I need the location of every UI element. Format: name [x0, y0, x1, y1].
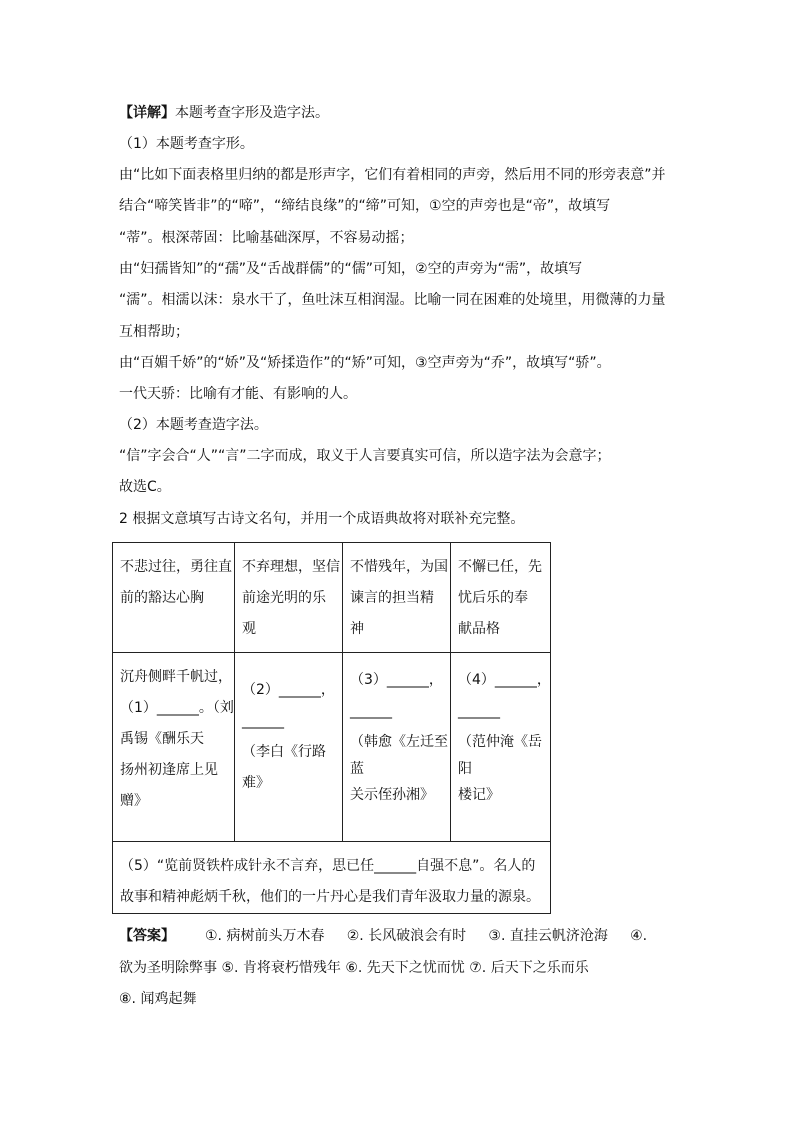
explanation-line: 结合“啼笑皆非”的“啼”，“缔结良缘”的“缔”可知，①空的声旁也是“帝”，故填写 — [119, 198, 611, 214]
table-cell — [235, 543, 343, 653]
table-row — [113, 543, 551, 653]
cell-line: ______ — [242, 713, 284, 729]
cell-line: 沉舟侧畔千帆过， — [120, 669, 232, 685]
cell-line: （5）“览前贤铁杵成针永不言弃，思已任______自强不息”。名人的 — [120, 858, 536, 874]
explanation-line: 由“妇孺皆知”的“孺”及“舌战群儒”的“儒”可知，②空的声旁为“需”，故填写 — [119, 261, 583, 277]
cell-line: 不懈已任，先 — [458, 559, 542, 575]
answer-line: ⑧. 闻鸡起舞 — [119, 991, 197, 1007]
cell-line: 献品格 — [458, 621, 500, 637]
table-cell — [113, 653, 235, 842]
answer-line: 欲为圣明除弊事 ⑤. 肯将衰朽惜残年 ⑥. 先天下之忧而忧 ⑦. 后天下之乐而乐 — [119, 960, 589, 976]
explanation-line: （1）本题考查字形。 — [119, 136, 254, 152]
explanation-line: 由“比如下面表格里归纳的都是形声字，它们有着相同的声旁，然后用不同的形旁表意”并 — [119, 167, 666, 183]
cell-line: 阳 — [458, 761, 472, 777]
table-cell — [235, 653, 343, 842]
couplet-table — [112, 542, 551, 914]
cell-line: 观 — [242, 621, 256, 637]
explanation-line: 故选C。 — [119, 479, 171, 495]
cell-line: 前的豁达心胸 — [120, 590, 204, 606]
answer-text: ①. 病树前头万木春 ②. 长风破浪会有时 ③. 直挂云帆济沧海 ④. — [205, 928, 648, 944]
explanation-line: “信”字会合“人”“言”二字而成，取义于人言要真实可信，所以造字法为会意字； — [119, 448, 611, 464]
explanation-line: “濡”。相濡以沫：泉水干了，鱼吐沫互相润湿。比喻一同在困难的处境里，用微薄的力量 — [119, 292, 666, 308]
cell-line: （4）______， — [458, 672, 551, 688]
explanation-tag: 【详解】 — [119, 105, 175, 121]
table-row — [113, 842, 551, 914]
cell-line: 不弃理想，坚信 — [242, 559, 340, 575]
explanation-line: “蒂”。根深蒂固：比喻基础深厚，不容易动摇； — [119, 230, 414, 246]
explanation-line: （2）本题考查造字法。 — [119, 417, 268, 433]
cell-line: （1）______。（刘 — [120, 700, 234, 716]
table-cell — [451, 543, 551, 653]
cell-line: ______ — [458, 703, 500, 719]
cell-line: 忧后乐的奉 — [458, 590, 528, 606]
table-cell — [343, 653, 451, 842]
cell-line: 楼记》 — [458, 787, 500, 803]
explanation-line: 互相帮助； — [119, 324, 189, 340]
cell-line: 关示侄孙湘》 — [350, 787, 434, 803]
table-cell — [451, 653, 551, 842]
explanation-heading-text: 本题考查字形及造字法。 — [175, 105, 329, 121]
cell-line: 不惜残年，为国 — [350, 559, 448, 575]
cell-line: 难》 — [242, 775, 270, 791]
cell-line: 谏言的担当精 — [350, 590, 434, 606]
cell-line: 故事和精神彪炳千秋，他们的一片丹心是我们青年汲取力量的源泉。 — [120, 889, 540, 905]
cell-line: ______ — [350, 703, 392, 719]
cell-line: 不悲过往，勇往直 — [120, 559, 232, 575]
cell-line: （李白《行路 — [242, 744, 326, 760]
cell-line: 神 — [350, 621, 364, 637]
answer-line — [119, 926, 647, 946]
explanation-line: 由“百媚千娇”的“娇”及“矫揉造作”的“矫”可知，③空声旁为“乔”，故填写“骄”。 — [119, 355, 611, 371]
answer-tag: 【答案】 — [119, 928, 175, 944]
cell-line: （韩愈《左迁至 — [350, 734, 448, 750]
table-row — [113, 653, 551, 842]
explanation-line: 一代天骄：比喻有才能、有影响的人。 — [119, 386, 357, 402]
cell-line: 前途光明的乐 — [242, 590, 326, 606]
cell-line: 扬州初逢席上见 — [120, 762, 218, 778]
cell-line: 赠》 — [120, 793, 148, 809]
table-footer-cell — [113, 842, 551, 914]
table-cell — [343, 543, 451, 653]
cell-line: （2）______， — [242, 682, 335, 698]
explanation-heading — [119, 103, 329, 123]
cell-line: （范仲淹《岳 — [458, 734, 542, 750]
cell-line: 蓝 — [350, 761, 364, 777]
cell-line: 禹锡《酬乐天 — [120, 731, 204, 747]
table-cell — [113, 543, 235, 653]
question-prompt: 2 根据文意填写古诗文名句，并用一个成语典故将对联补充完整。 — [119, 511, 525, 527]
cell-line: （3）______， — [350, 672, 443, 688]
